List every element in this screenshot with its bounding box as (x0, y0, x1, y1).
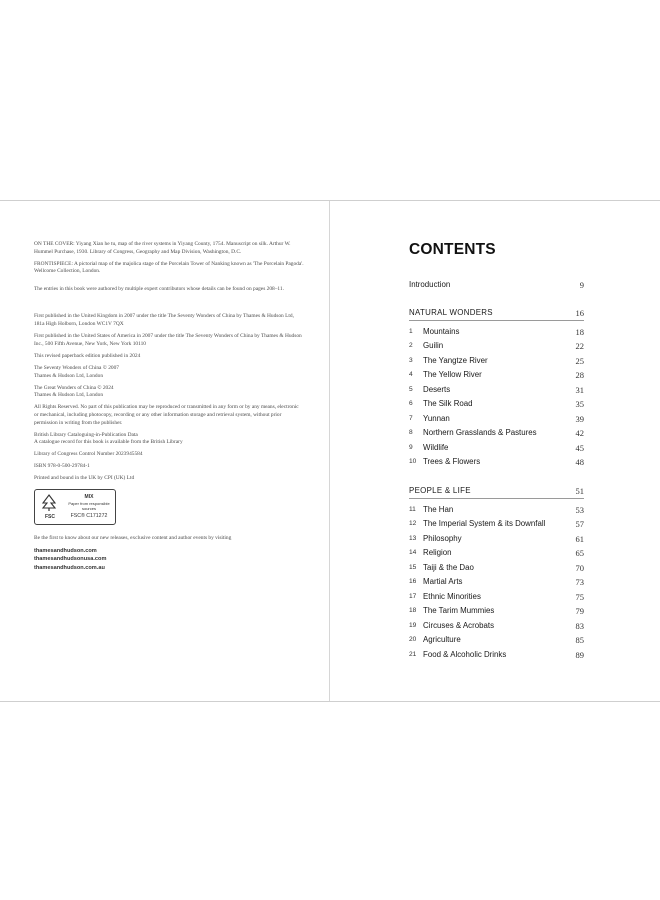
toc-label: The Imperial System & its Downfall (423, 519, 546, 528)
toc-page-number: 89 (575, 649, 584, 660)
toc-label: Wildlife (423, 442, 449, 452)
toc-page-number: 28 (575, 370, 584, 380)
toc-entry[interactable] (409, 412, 584, 427)
toc-entry[interactable] (409, 354, 584, 369)
newsletter-note: Be the first to know about our new releases, exclusive content and author events by visiting (34, 535, 232, 542)
toc-label: The Han (423, 504, 454, 514)
toc-entry[interactable] (409, 441, 584, 456)
toc-page-number: 18 (575, 326, 584, 337)
loc-number: Library of Congress Control Number 2023945584 (34, 451, 143, 458)
fsc-abbr: FSC (45, 514, 55, 521)
entry-number: 8 (409, 429, 413, 436)
entry-number: 7 (409, 414, 413, 422)
toc-label: The Yellow River (423, 370, 482, 379)
entry-number: 15 (409, 563, 417, 571)
toc-page-number: 83 (575, 620, 584, 631)
rights-reserved: All Rights Reserved. No part of this publication may be reproduced or transmitted in any form or by any means, electronic or mechanical, including photocopy, recording or any other information storage and retrieval system, without prior permission in writing from the publisher. (34, 404, 299, 426)
toc-label: The Yangtze River (423, 355, 488, 365)
page-gutter (329, 201, 330, 701)
entry-number: 2 (409, 342, 413, 349)
cip-data: British Library Cataloguing-in-Publication Data A catalogue record for this book is available from the British Library (34, 431, 183, 446)
toc-page-number: 35 (575, 399, 584, 409)
website-link[interactable]: thamesandhudsonusa.com (34, 556, 107, 563)
toc-label: Trees & Flowers (423, 457, 481, 466)
entry-number: 10 (409, 458, 417, 465)
toc-entry[interactable] (409, 339, 584, 354)
toc-page-number: 65 (575, 548, 584, 558)
website-link[interactable]: thamesandhudson.com (34, 548, 97, 555)
toc-entry[interactable] (409, 503, 584, 518)
entry-number: 4 (409, 371, 413, 378)
toc-page-number: 45 (575, 442, 584, 453)
entry-number: 6 (409, 400, 413, 407)
toc-page-number: 22 (575, 341, 584, 351)
toc-section-heading[interactable] (409, 306, 584, 321)
toc-entry[interactable] (409, 648, 584, 663)
toc-label: Martial Arts (423, 577, 463, 586)
toc-page-number: 9 (579, 280, 584, 290)
section-title: NATURAL WONDERS (409, 307, 493, 317)
printed-in: Printed and bound in the UK by CPI (UK) Ltd (34, 475, 135, 482)
toc-label: Religion (423, 548, 452, 557)
toc-label: Agriculture (423, 635, 461, 644)
website-list (34, 547, 304, 572)
book-spread (0, 200, 660, 702)
toc-page-number: 39 (575, 413, 584, 424)
entry-number: 21 (409, 650, 417, 658)
authorship-note: The entries in this book were authored by multiple expert contributors whose details can be found on pages 208–11. (34, 285, 284, 292)
fsc-mix: MIX (84, 494, 94, 501)
toc-entry[interactable] (409, 604, 584, 619)
fsc-paper-line: Paper from responsible sources (68, 501, 110, 512)
toc-list (409, 503, 584, 663)
toc-page-number: 25 (575, 355, 584, 366)
entry-number: 11 (409, 505, 416, 513)
entry-number: 9 (409, 443, 413, 451)
section-title: PEOPLE & LIFE (409, 485, 471, 495)
website-link[interactable]: thamesandhudson.com.au (34, 564, 105, 571)
toc-page-number: 70 (575, 562, 584, 573)
toc-label: Guilin (423, 341, 444, 350)
fsc-license: FSC® C171272 (70, 513, 108, 520)
toc-entry[interactable] (409, 383, 584, 398)
toc-entry[interactable] (409, 561, 584, 576)
entry-number: 16 (409, 578, 417, 585)
toc-label: The Silk Road (423, 399, 473, 408)
toc-list (409, 325, 584, 470)
toc-label: Circuses & Acrobats (423, 620, 495, 630)
toc-label: Ethnic Minorities (423, 591, 481, 601)
toc-entry[interactable] (409, 546, 584, 561)
toc-entry[interactable] (409, 590, 584, 605)
toc-page-number: 57 (575, 519, 584, 529)
entry-number: 17 (409, 592, 417, 600)
toc-page-number: 16 (575, 307, 584, 318)
toc-entry[interactable] (409, 633, 584, 648)
entry-number: 18 (409, 607, 417, 614)
toc-label: Philosophy (423, 533, 462, 543)
toc-page-number: 42 (575, 428, 584, 438)
toc-page-number: 48 (575, 457, 584, 467)
entry-number: 20 (409, 636, 417, 643)
toc-entry[interactable] (409, 325, 584, 340)
toc-page-number: 73 (575, 577, 584, 587)
toc-entry[interactable] (409, 455, 584, 470)
toc-entry[interactable] (409, 368, 584, 383)
toc-page-number: 51 (575, 485, 584, 496)
entry-number: 12 (409, 520, 417, 527)
toc-label: Taiji & the Dao (423, 562, 474, 572)
toc-page-number: 53 (575, 504, 584, 515)
toc-label: Northern Grasslands & Pastures (423, 428, 537, 437)
entry-number: 19 (409, 621, 417, 629)
cover-note: ON THE COVER: Yiyang Xian he tu, map of the river systems in Yiyang County, 1754. Manuscript on silk. Arthur W. Hummel Purchase, 1930. Library of Congress, Geography and Map Division, Washington, D.C. (34, 241, 291, 255)
toc-page-number: 31 (575, 384, 584, 395)
toc-page-number: 85 (575, 635, 584, 645)
toc-page-number: 79 (575, 606, 584, 616)
copyright-page (34, 241, 304, 572)
entry-number: 3 (409, 356, 413, 364)
entry-number: 1 (409, 327, 413, 335)
toc-section-heading[interactable] (409, 484, 584, 499)
entry-number: 14 (409, 549, 417, 556)
first-published-uk: First published in the United Kingdom in 2007 under the title The Seventy Wonders of China by Thames & Hudson Ltd, 181a High Holborn, London WC1V 7QX (34, 313, 294, 328)
toc-entry[interactable] (409, 619, 584, 634)
toc-page-number: 75 (575, 591, 584, 602)
entry-number: 5 (409, 385, 413, 393)
isbn: ISBN 978-0-500-29784-1 (34, 463, 90, 470)
frontispiece-note: FRONTISPIECE: A pictorial map of the majolica stage of the Porcelain Tower of Nanking known as 'The Porcelain Pagoda'. Wellcome Collection, London. (34, 260, 304, 275)
fsc-logo (34, 489, 116, 525)
toc-entry-introduction[interactable] (409, 278, 584, 293)
toc-entry[interactable] (409, 397, 584, 412)
toc-page-number: 61 (575, 533, 584, 544)
toc-label: Deserts (423, 384, 451, 394)
toc-entry[interactable] (409, 532, 584, 547)
revised-edition-note: This revised paperback edition published in 2024 (34, 352, 141, 359)
first-published-us: First published in the United States of America in 2007 under the title The Seventy Wonders of China by Thames & Hudson Inc., 500 Fifth Avenue, New York, New York 10110 (34, 333, 302, 347)
toc-label: Food & Alcoholic Drinks (423, 649, 507, 659)
toc-label: Introduction (409, 280, 451, 289)
copyright-2007: The Seventy Wonders of China © 2007 Thames & Hudson Ltd, London (34, 364, 120, 379)
toc-label: The Tarim Mummies (423, 606, 495, 615)
contents-page (409, 239, 584, 662)
fsc-tree-icon (40, 494, 58, 512)
toc-label: Yunnan (423, 413, 450, 423)
toc-label: Mountains (423, 326, 460, 336)
contents-title: CONTENTS (409, 241, 496, 258)
copyright-2024: The Great Wonders of China © 2024 Thames & Hudson Ltd, London (34, 384, 114, 399)
toc-entry[interactable] (409, 517, 584, 532)
toc-entry[interactable] (409, 426, 584, 441)
entry-number: 13 (409, 534, 417, 542)
toc-entry[interactable] (409, 575, 584, 590)
